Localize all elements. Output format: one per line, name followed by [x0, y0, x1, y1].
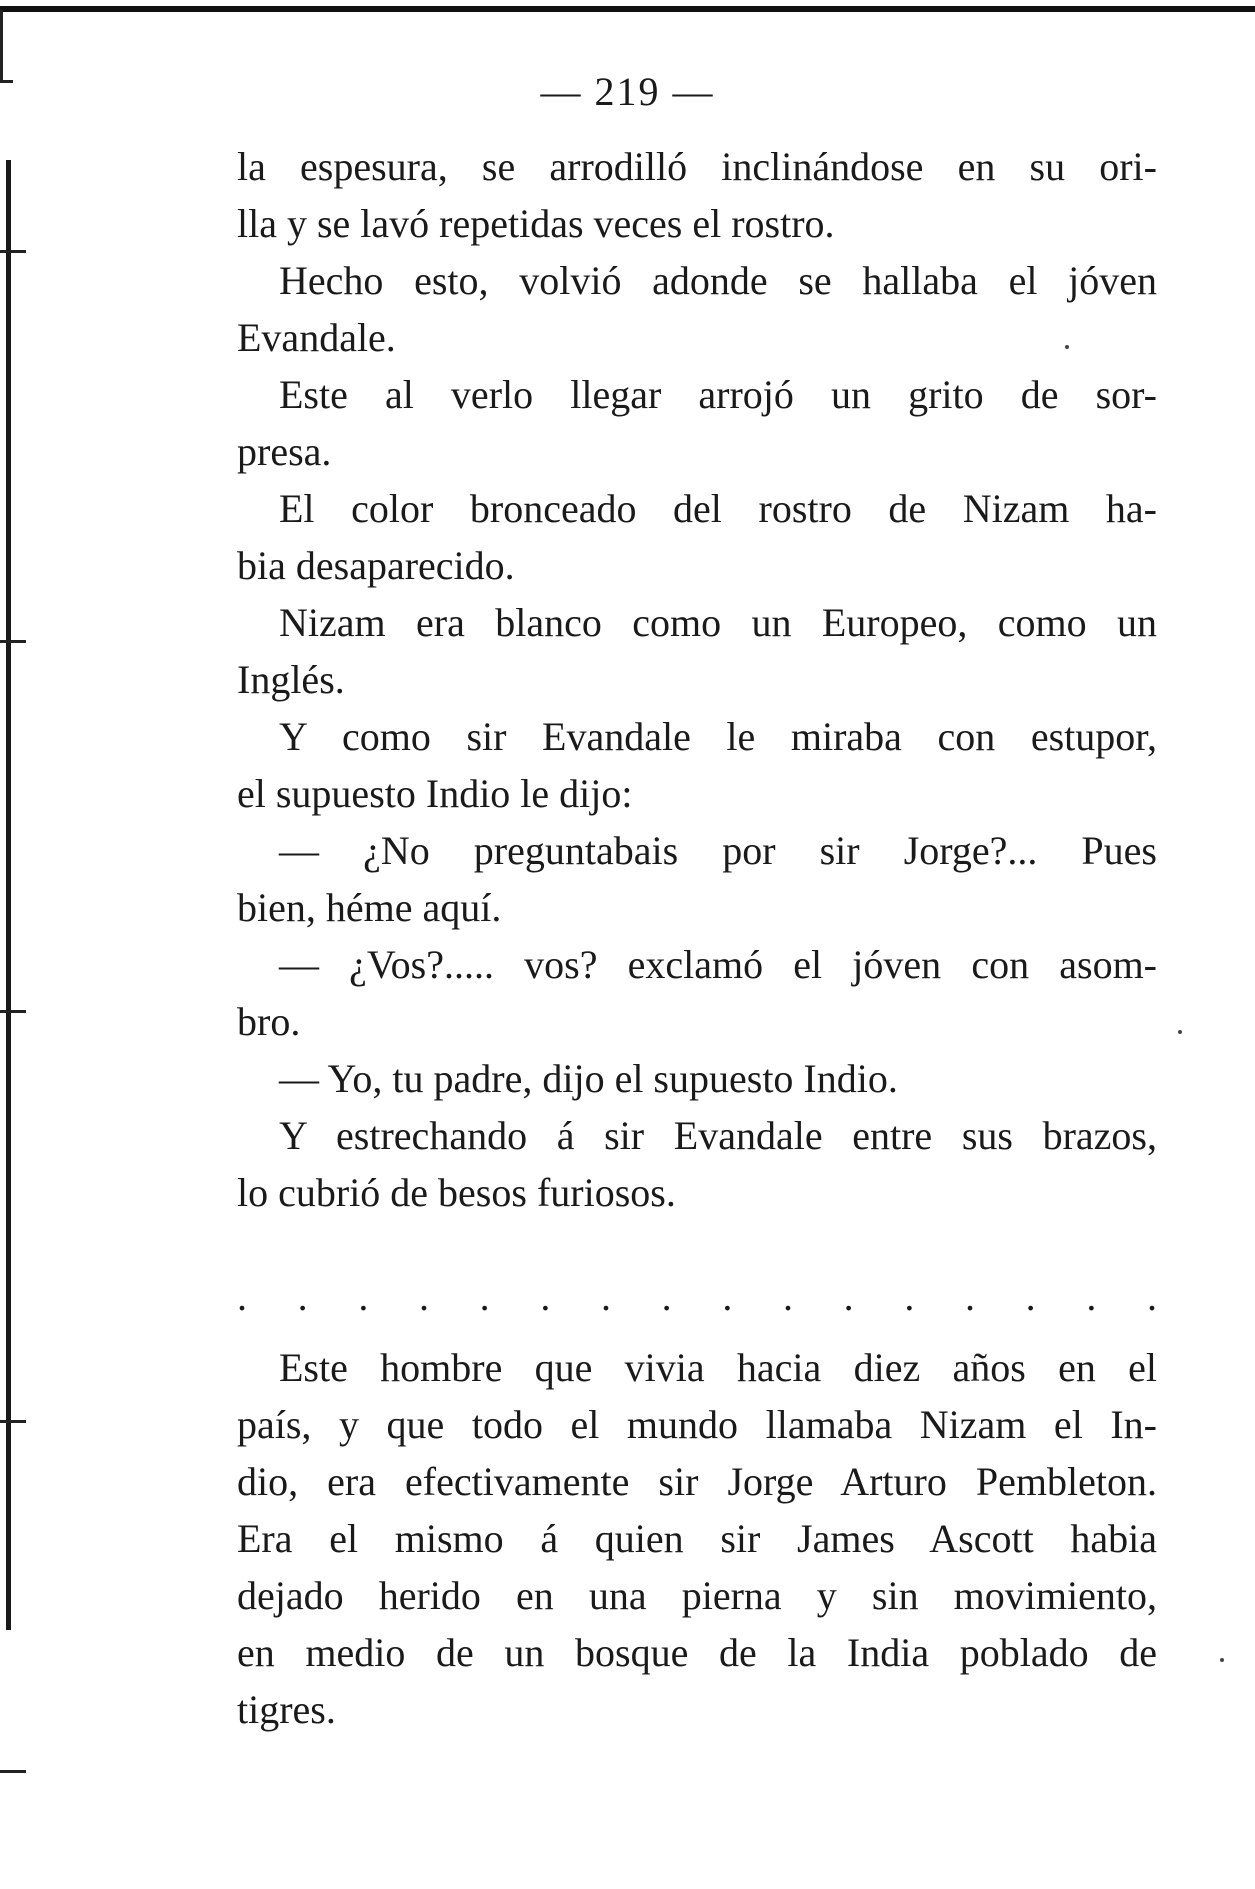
text-line: país, y que todo el mundo llamaba Nizam el In-: [237, 1402, 1157, 1447]
text-line: Inglés.: [237, 657, 345, 702]
text-line: — ¿No preguntabais por sir Jorge?... Pues: [279, 828, 1157, 873]
edge-tick: [0, 250, 26, 253]
text-line: lo cubrió de besos furiosos.: [237, 1170, 676, 1215]
text-line: presa.: [237, 429, 332, 474]
text-line: dio, era efectivamente sir Jorge Arturo Pembleton.: [237, 1459, 1157, 1504]
text-line: El color bronceado del rostro de Nizam ha-: [279, 486, 1157, 531]
edge-tick: [0, 640, 26, 643]
paper-speck: [1220, 1658, 1224, 1662]
text-line: Y como sir Evandale le miraba con estupor,: [279, 714, 1157, 759]
left-binding-edge: [6, 160, 11, 1630]
text-line: la espesura, se arrodilló inclinándose en su ori-: [237, 144, 1157, 189]
text-line: Este hombre que vivia hacia diez años en el: [279, 1345, 1157, 1390]
text-line: — ¿Vos?..... vos? exclamó el jóven con asom-: [279, 942, 1157, 987]
text-line: el supuesto Indio le dijo:: [237, 771, 633, 816]
top-border-rule: [0, 6, 1255, 12]
text-line: bro.: [237, 999, 301, 1044]
text-line: Este al verlo llegar arrojó un grito de sor-: [279, 372, 1157, 417]
edge-tick: [0, 1770, 26, 1773]
paper-speck: [1178, 1030, 1182, 1034]
text-line: bia desaparecido.: [237, 543, 515, 588]
text-line: tigres.: [237, 1687, 336, 1732]
text-line: dejado herido en una pierna y sin movimiento,: [237, 1573, 1157, 1618]
text-line: Y estrechando á sir Evandale entre sus brazos,: [279, 1113, 1157, 1158]
text-line: Evandale.: [237, 315, 396, 360]
text-line: bien, héme aquí.: [237, 885, 502, 930]
section-separator-dots: . . . . . . . . . . . . . . . .: [237, 1274, 1157, 1319]
text-line: — Yo, tu padre, dijo el supuesto Indio.: [279, 1056, 898, 1101]
body-text-section-2: [237, 1339, 1157, 1738]
text-line: Era el mismo á quien sir James Ascott habia: [237, 1516, 1157, 1561]
text-line: en medio de un bosque de la India poblado de: [237, 1630, 1157, 1675]
text-line: lla y se lavó repetidas veces el rostro.: [237, 201, 835, 246]
text-line: Hecho esto, volvió adonde se hallaba el jóven: [279, 258, 1157, 303]
body-text-section-1: [237, 138, 1157, 1221]
page-number: — 219 —: [540, 69, 715, 114]
text-line: Nizam era blanco como un Europeo, como un: [279, 600, 1157, 645]
edge-tick: [0, 1010, 26, 1013]
edge-tick: [0, 1420, 26, 1423]
